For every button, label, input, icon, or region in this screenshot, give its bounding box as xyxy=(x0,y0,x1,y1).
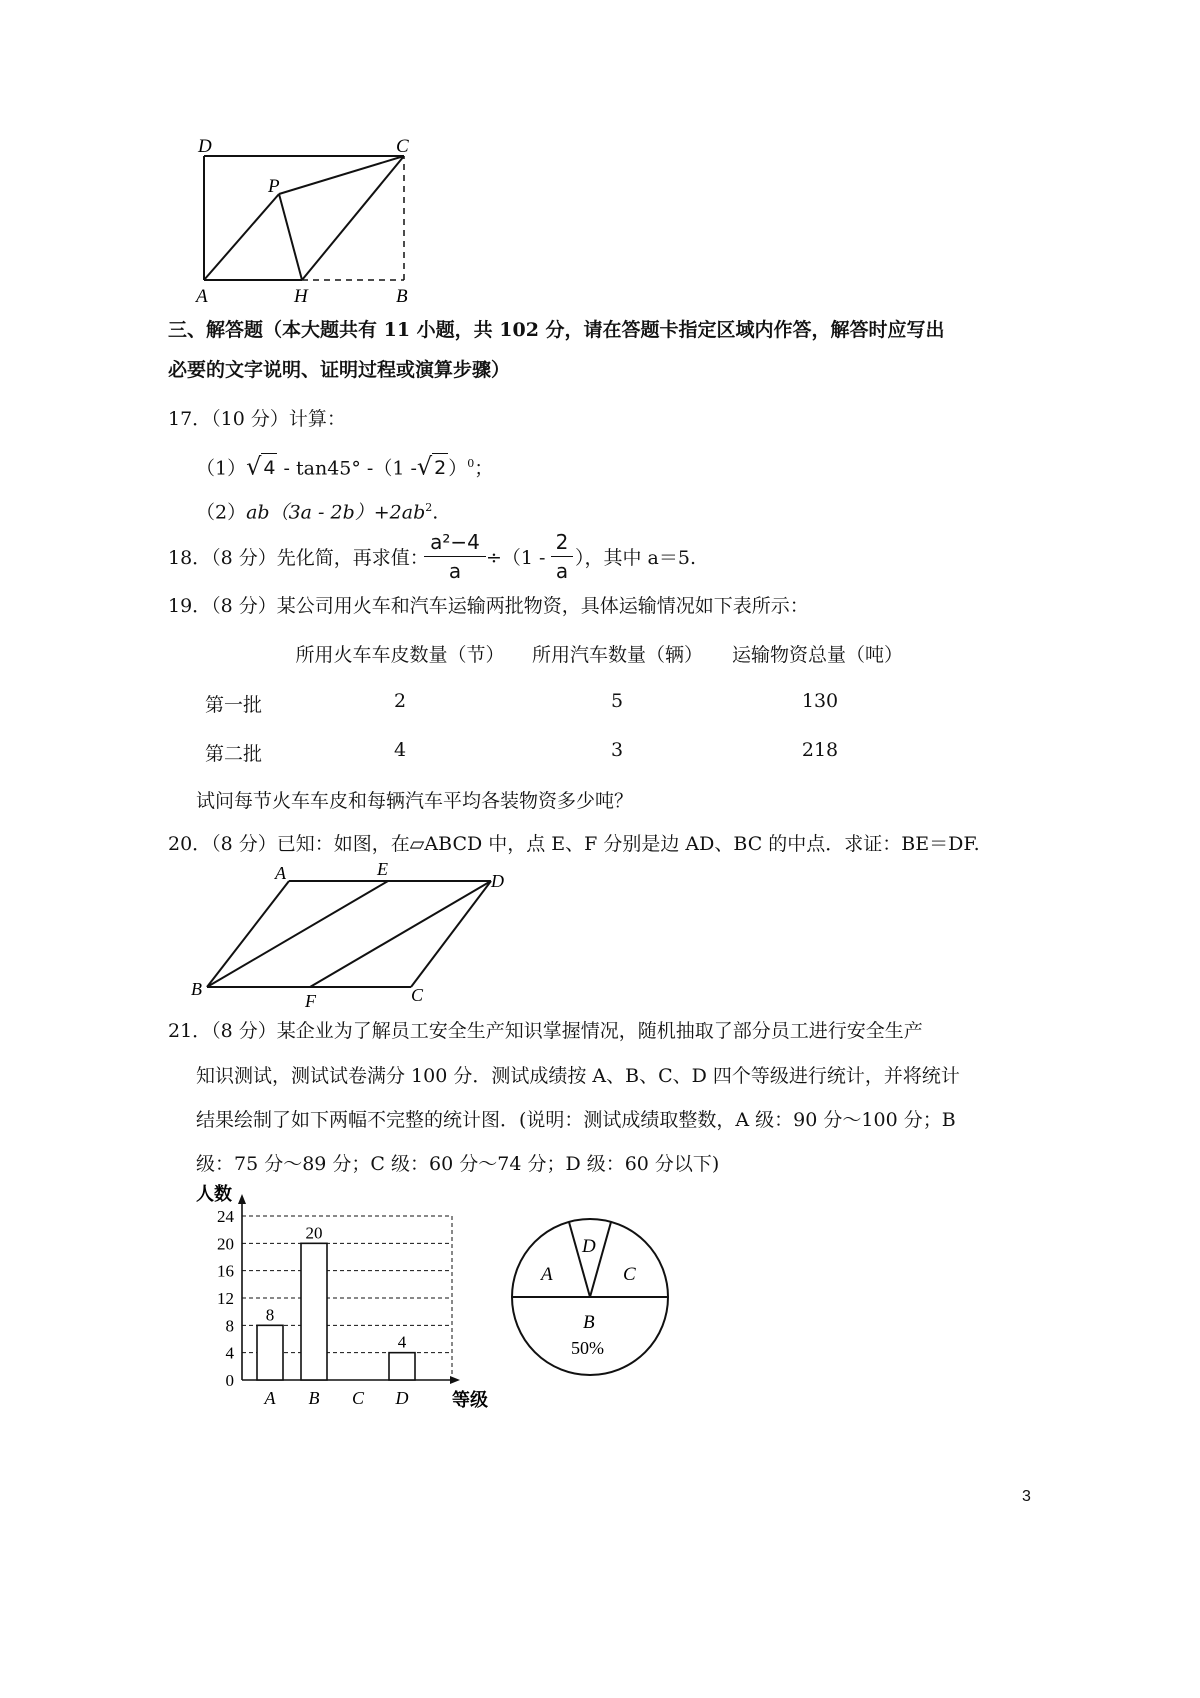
q19-head: 19．（8 分）某公司用火车和汽车运输两批物资，具体运输情况如下表所示： xyxy=(168,595,809,617)
q19-header-truck: 所用汽车数量（辆） xyxy=(531,644,703,666)
data-label-b: 20 xyxy=(305,1223,323,1243)
section-heading-line1: 三、解答题（本大题共有 11 小题，共 102 分，请在答题卡指定区域内作答，解答时应写出 xyxy=(168,319,945,341)
segment-AP xyxy=(204,194,279,280)
label-C: C xyxy=(411,985,424,1005)
y-tick-label: 8 xyxy=(225,1316,234,1336)
label-A: A xyxy=(196,286,208,307)
pie-percent-b: 50% xyxy=(571,1338,604,1358)
label-D: D xyxy=(198,136,212,157)
q21-line3: 结果绘制了如下两幅不完整的统计图．(说明：测试成绩取整数，A 级：90 分～100 分；B xyxy=(196,1109,956,1131)
section-heading-line2: 必要的文字说明、证明过程或演算步骤） xyxy=(168,359,511,381)
q21-line4: 级：75 分～89 分；C 级：60 分～74 分；D 级：60 分以下) xyxy=(196,1153,720,1175)
q18-fraction2 xyxy=(551,530,573,583)
q17-part1-mid: - tan45° -（1 - xyxy=(283,457,417,480)
x-tick-label: C xyxy=(351,1388,365,1408)
segment-HC xyxy=(302,156,404,280)
y-tick-label: 20 xyxy=(217,1234,234,1254)
q19-row1-label: 第一批 xyxy=(205,694,263,716)
q18-fraction1 xyxy=(424,530,486,583)
y-tick-label: 24 xyxy=(217,1207,234,1226)
label-B: B xyxy=(191,979,202,999)
q17-part2-label: （2） xyxy=(196,501,247,524)
label-A: A xyxy=(275,863,286,883)
x-axis-arrow xyxy=(450,1376,460,1384)
q19-header-train: 所用火车车皮数量（节） xyxy=(295,644,505,666)
q17-head: 17．（10 分）计算： xyxy=(168,408,346,430)
q18-tail: ），其中 a＝5. xyxy=(575,547,696,569)
q19-question: 试问每节火车车皮和每辆汽车平均各装物资多少吨？ xyxy=(196,790,634,812)
q19-row1-total: 130 xyxy=(801,690,839,712)
q17-part1-semicolon: ； xyxy=(474,457,494,480)
q19-row1-truck: 5 xyxy=(610,690,624,712)
q18-head: 18．（8 分）先化简，再求值： xyxy=(168,547,429,569)
label-D: D xyxy=(491,871,504,891)
y-tick-label: 4 xyxy=(225,1343,234,1363)
pie-divider-left xyxy=(569,1222,590,1297)
label-B: B xyxy=(396,286,408,307)
q21-line2: 知识测试，测试试卷满分 100 分．测试成绩按 A、B、C、D 四个等级进行统计，并将统计 xyxy=(196,1065,960,1087)
data-label-a: 8 xyxy=(265,1305,275,1325)
q17-part2-end: . xyxy=(432,501,439,524)
q18-divide: ÷（1 - xyxy=(486,547,546,569)
q17-part2-exp: 2 xyxy=(425,501,433,514)
q19-row2-label: 第二批 xyxy=(205,743,263,765)
label-H: H xyxy=(294,286,308,307)
x-tick-label: B xyxy=(308,1388,320,1408)
pie-label-d: D xyxy=(582,1236,596,1257)
q19-row1-train: 2 xyxy=(393,690,407,712)
q19-row2-total: 218 xyxy=(801,739,839,761)
q18-fraction1-denominator: a xyxy=(448,559,462,583)
label-F: F xyxy=(305,991,316,1011)
q17-exponent: 0 xyxy=(467,457,475,470)
q19-header-total: 运输物资总量（吨） xyxy=(731,644,903,666)
label-E: E xyxy=(377,859,388,879)
q17-part1-close: ） xyxy=(448,457,468,480)
x-tick-label: D xyxy=(395,1388,409,1408)
q18-fraction2-denominator: a xyxy=(555,559,569,583)
edge-DC xyxy=(411,881,491,987)
bar-b xyxy=(301,1243,327,1380)
figure-parallelogram xyxy=(185,855,525,1015)
y-axis-label: 人数 xyxy=(196,1184,232,1204)
segment-PC xyxy=(279,156,404,194)
y-tick-label: 16 xyxy=(217,1261,234,1281)
data-label-d: 4 xyxy=(397,1332,407,1352)
segment-PH xyxy=(279,194,302,280)
label-C: C xyxy=(396,136,409,157)
q19-row2-truck: 3 xyxy=(610,739,624,761)
pie-label-c: C xyxy=(623,1264,636,1285)
segment-DF xyxy=(310,881,491,987)
edge-AB xyxy=(207,881,289,987)
q17-sqrt2: 2 xyxy=(432,453,448,482)
x-tick-label: A xyxy=(264,1388,276,1408)
bar-a xyxy=(257,1325,283,1380)
q21-line1: 21．（8 分）某企业为了解员工安全生产知识掌握情况，随机抽取了部分员工进行安全生产 xyxy=(168,1020,923,1042)
x-axis-label: 等级 xyxy=(452,1390,488,1410)
q17-sqrt4: 4 xyxy=(261,453,277,482)
y-tick-label: 12 xyxy=(217,1289,234,1308)
pie-divider-right xyxy=(590,1222,611,1297)
bar-d xyxy=(389,1353,415,1380)
q19-row2-train: 4 xyxy=(393,739,407,761)
q20-head: 20．（8 分）已知：如图，在▱ABCD 中，点 E、F 分别是边 AD、BC 的中点．求证：BE＝DF. xyxy=(168,833,980,855)
figure-rectangle xyxy=(190,130,450,330)
q17-part1: （1）√ 4 - tan45° -（1 -√ 2 ）$^0$； xyxy=(196,452,494,481)
bar-chart xyxy=(180,1178,510,1418)
pie-label-b: B xyxy=(583,1312,595,1333)
q18-fraction1-numerator: a²−4 xyxy=(430,530,480,554)
pie-label-a: A xyxy=(541,1264,553,1285)
segment-BE xyxy=(207,881,388,987)
q18-fraction2-numerator: 2 xyxy=(555,530,569,554)
pie-chart xyxy=(505,1210,675,1410)
q17-part2 xyxy=(196,494,438,526)
label-P: P xyxy=(268,176,280,197)
q17-part2-expr: ab（3a - 2b）+2ab xyxy=(246,501,426,524)
q17-part1-label: （1） xyxy=(196,457,247,480)
page-number: 3 xyxy=(1022,1488,1031,1505)
y-tick-label: 0 xyxy=(225,1371,234,1390)
y-axis-arrow xyxy=(238,1194,246,1204)
